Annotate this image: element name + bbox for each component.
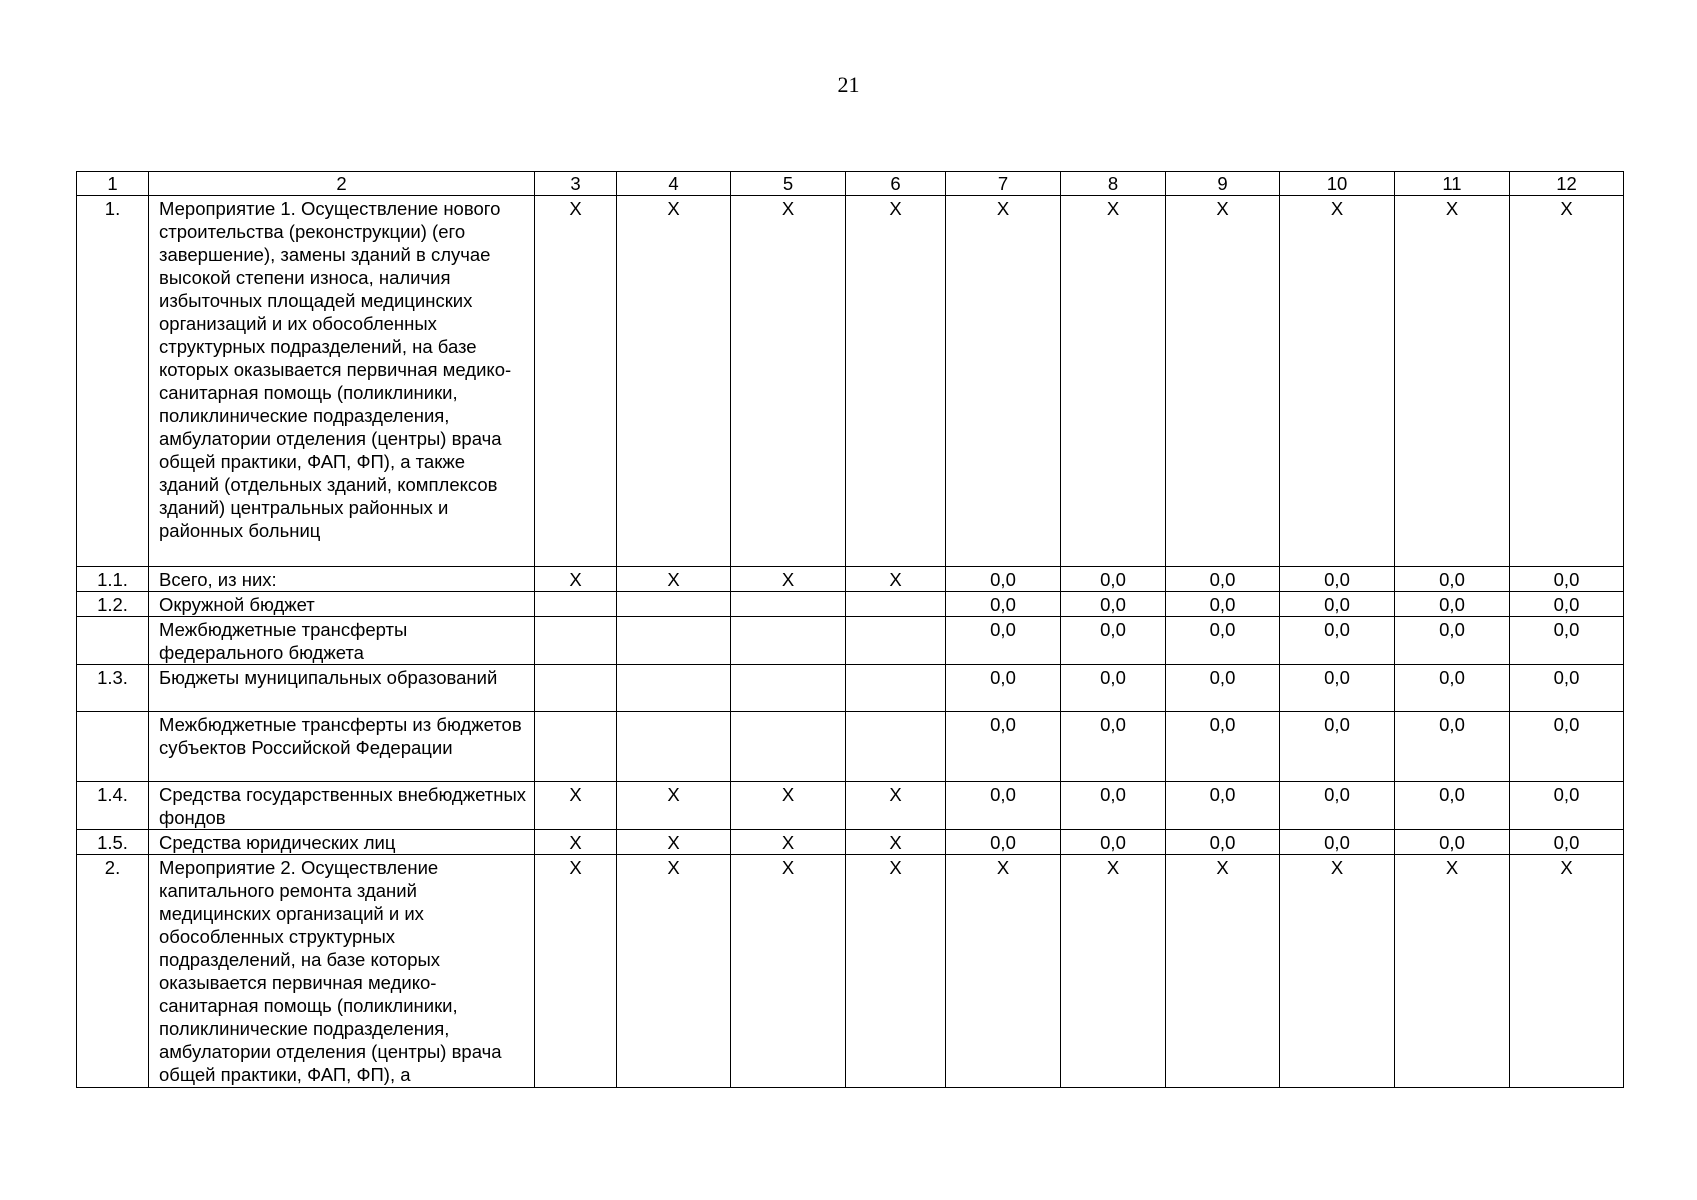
table-row <box>77 712 1624 782</box>
value-cell-col-9: 0,0 <box>1166 830 1280 855</box>
value-cell-col-7: 0,0 <box>946 712 1061 782</box>
value-cell-col-5 <box>731 592 846 617</box>
value-cell-col-6 <box>846 665 946 712</box>
value-cell-col-11: 0,0 <box>1395 782 1510 830</box>
value-cell-col-3: X <box>535 855 617 1088</box>
header-cell-11: 11 <box>1395 172 1510 196</box>
value-cell-col-11: 0,0 <box>1395 592 1510 617</box>
value-cell-col-3 <box>535 665 617 712</box>
header-cell-2: 2 <box>149 172 535 196</box>
value-cell-col-4: X <box>617 567 731 592</box>
row-number <box>77 712 149 782</box>
value-cell-col-12: 0,0 <box>1510 665 1624 712</box>
funding-table <box>76 171 1624 1088</box>
value-cell-col-6: X <box>846 782 946 830</box>
value-cell-col-7: X <box>946 196 1061 567</box>
value-cell-col-8: 0,0 <box>1061 830 1166 855</box>
header-cell-10: 10 <box>1280 172 1395 196</box>
value-cell-col-11: X <box>1395 855 1510 1088</box>
value-cell-col-11: 0,0 <box>1395 830 1510 855</box>
row-number: 1.4. <box>77 782 149 830</box>
header-cell-3: 3 <box>535 172 617 196</box>
value-cell-col-4 <box>617 617 731 665</box>
header-cell-8: 8 <box>1061 172 1166 196</box>
value-cell-col-8: 0,0 <box>1061 592 1166 617</box>
value-cell-col-6: X <box>846 196 946 567</box>
value-cell-col-3 <box>535 592 617 617</box>
value-cell-col-5 <box>731 712 846 782</box>
value-cell-col-5: X <box>731 855 846 1088</box>
row-name: Всего, из них: <box>149 567 535 592</box>
value-cell-col-4: X <box>617 855 731 1088</box>
value-cell-col-6: X <box>846 830 946 855</box>
value-cell-col-4 <box>617 665 731 712</box>
value-cell-col-11: 0,0 <box>1395 567 1510 592</box>
value-cell-col-5: X <box>731 830 846 855</box>
value-cell-col-9: X <box>1166 196 1280 567</box>
page-number: 21 <box>837 72 860 97</box>
table-row <box>77 617 1624 665</box>
value-cell-col-9: 0,0 <box>1166 592 1280 617</box>
header-cell-12: 12 <box>1510 172 1624 196</box>
value-cell-col-10: 0,0 <box>1280 782 1395 830</box>
value-cell-col-10: 0,0 <box>1280 830 1395 855</box>
value-cell-col-11: 0,0 <box>1395 617 1510 665</box>
value-cell-col-4 <box>617 592 731 617</box>
value-cell-col-8: 0,0 <box>1061 782 1166 830</box>
value-cell-col-7: X <box>946 855 1061 1088</box>
value-cell-col-12: 0,0 <box>1510 617 1624 665</box>
value-cell-col-3 <box>535 617 617 665</box>
value-cell-col-7: 0,0 <box>946 617 1061 665</box>
value-cell-col-11: 0,0 <box>1395 665 1510 712</box>
row-number: 1.1. <box>77 567 149 592</box>
value-cell-col-7: 0,0 <box>946 665 1061 712</box>
row-name: Межбюджетные трансферты из бюджетов субъектов Российской Федерации <box>149 712 535 782</box>
value-cell-col-10: X <box>1280 196 1395 567</box>
header-row <box>77 172 1624 196</box>
value-cell-col-12: 0,0 <box>1510 592 1624 617</box>
table-row <box>77 567 1624 592</box>
value-cell-col-6 <box>846 617 946 665</box>
header-cell-7: 7 <box>946 172 1061 196</box>
table-row <box>77 665 1624 712</box>
row-number: 1.3. <box>77 665 149 712</box>
value-cell-col-12: 0,0 <box>1510 782 1624 830</box>
value-cell-col-12: X <box>1510 855 1624 1088</box>
value-cell-col-3: X <box>535 830 617 855</box>
value-cell-col-8: X <box>1061 855 1166 1088</box>
table-body <box>77 172 1624 1088</box>
row-number <box>77 617 149 665</box>
value-cell-col-11: X <box>1395 196 1510 567</box>
value-cell-col-11: 0,0 <box>1395 712 1510 782</box>
value-cell-col-5 <box>731 665 846 712</box>
row-number: 1.5. <box>77 830 149 855</box>
value-cell-col-4: X <box>617 782 731 830</box>
value-cell-col-3 <box>535 712 617 782</box>
value-cell-col-10: 0,0 <box>1280 712 1395 782</box>
table-row <box>77 196 1624 567</box>
value-cell-col-9: 0,0 <box>1166 782 1280 830</box>
value-cell-col-7: 0,0 <box>946 782 1061 830</box>
header-cell-1: 1 <box>77 172 149 196</box>
value-cell-col-12: 0,0 <box>1510 567 1624 592</box>
value-cell-col-12: 0,0 <box>1510 830 1624 855</box>
value-cell-col-8: 0,0 <box>1061 567 1166 592</box>
value-cell-col-9: X <box>1166 855 1280 1088</box>
value-cell-col-6 <box>846 712 946 782</box>
value-cell-col-5: X <box>731 782 846 830</box>
header-cell-4: 4 <box>617 172 731 196</box>
row-number: 1.2. <box>77 592 149 617</box>
value-cell-col-10: 0,0 <box>1280 617 1395 665</box>
row-name: Мероприятие 2. Осуществление капитального ремонта зданий медицинских организаций и их обособленных структурных подразделений, на базе которых оказывается первичная медико-санитарная помощь (поликлиники, поликлинические подразделения, амбулатории отделения (центры) врача общей практики, ФАП, ФП), а <box>149 855 535 1088</box>
value-cell-col-10: 0,0 <box>1280 592 1395 617</box>
row-number: 2. <box>77 855 149 1088</box>
value-cell-col-7: 0,0 <box>946 830 1061 855</box>
value-cell-col-10: X <box>1280 855 1395 1088</box>
value-cell-col-10: 0,0 <box>1280 665 1395 712</box>
row-name: Мероприятие 1. Осуществление нового строительства (реконструкции) (его завершение), замены зданий в случае высокой степени износа, наличия избыточных площадей медицинских организаций и их обособленных структурных подразделений, на базе которых оказывается первичная медико-санитарная помощь (поликлиники, поликлинические подразделения, амбулатории отделения (центры) врача общей практики, ФАП, ФП), а также зданий (отдельных зданий, комплексов зданий) центральных районных и районных больниц <box>149 196 535 567</box>
table-row <box>77 782 1624 830</box>
value-cell-col-5: X <box>731 567 846 592</box>
value-cell-col-7: 0,0 <box>946 592 1061 617</box>
value-cell-col-8: 0,0 <box>1061 665 1166 712</box>
value-cell-col-8: X <box>1061 196 1166 567</box>
row-name: Средства юридических лиц <box>149 830 535 855</box>
value-cell-col-9: 0,0 <box>1166 567 1280 592</box>
value-cell-col-9: 0,0 <box>1166 665 1280 712</box>
value-cell-col-6: X <box>846 567 946 592</box>
row-name: Межбюджетные трансферты федерального бюджета <box>149 617 535 665</box>
header-cell-6: 6 <box>846 172 946 196</box>
table-row <box>77 592 1624 617</box>
header-cell-9: 9 <box>1166 172 1280 196</box>
value-cell-col-3: X <box>535 567 617 592</box>
value-cell-col-3: X <box>535 196 617 567</box>
value-cell-col-4: X <box>617 830 731 855</box>
value-cell-col-10: 0,0 <box>1280 567 1395 592</box>
value-cell-col-7: 0,0 <box>946 567 1061 592</box>
row-name: Бюджеты муниципальных образований <box>149 665 535 712</box>
value-cell-col-4: X <box>617 196 731 567</box>
row-name: Окружной бюджет <box>149 592 535 617</box>
value-cell-col-12: X <box>1510 196 1624 567</box>
value-cell-col-8: 0,0 <box>1061 617 1166 665</box>
value-cell-col-6: X <box>846 855 946 1088</box>
value-cell-col-3: X <box>535 782 617 830</box>
value-cell-col-9: 0,0 <box>1166 712 1280 782</box>
row-name: Средства государственных внебюджетных фондов <box>149 782 535 830</box>
value-cell-col-8: 0,0 <box>1061 712 1166 782</box>
value-cell-col-5: X <box>731 196 846 567</box>
table-row <box>77 830 1624 855</box>
value-cell-col-12: 0,0 <box>1510 712 1624 782</box>
row-number: 1. <box>77 196 149 567</box>
value-cell-col-9: 0,0 <box>1166 617 1280 665</box>
value-cell-col-6 <box>846 592 946 617</box>
value-cell-col-5 <box>731 617 846 665</box>
header-cell-5: 5 <box>731 172 846 196</box>
value-cell-col-4 <box>617 712 731 782</box>
table-row <box>77 855 1624 1088</box>
